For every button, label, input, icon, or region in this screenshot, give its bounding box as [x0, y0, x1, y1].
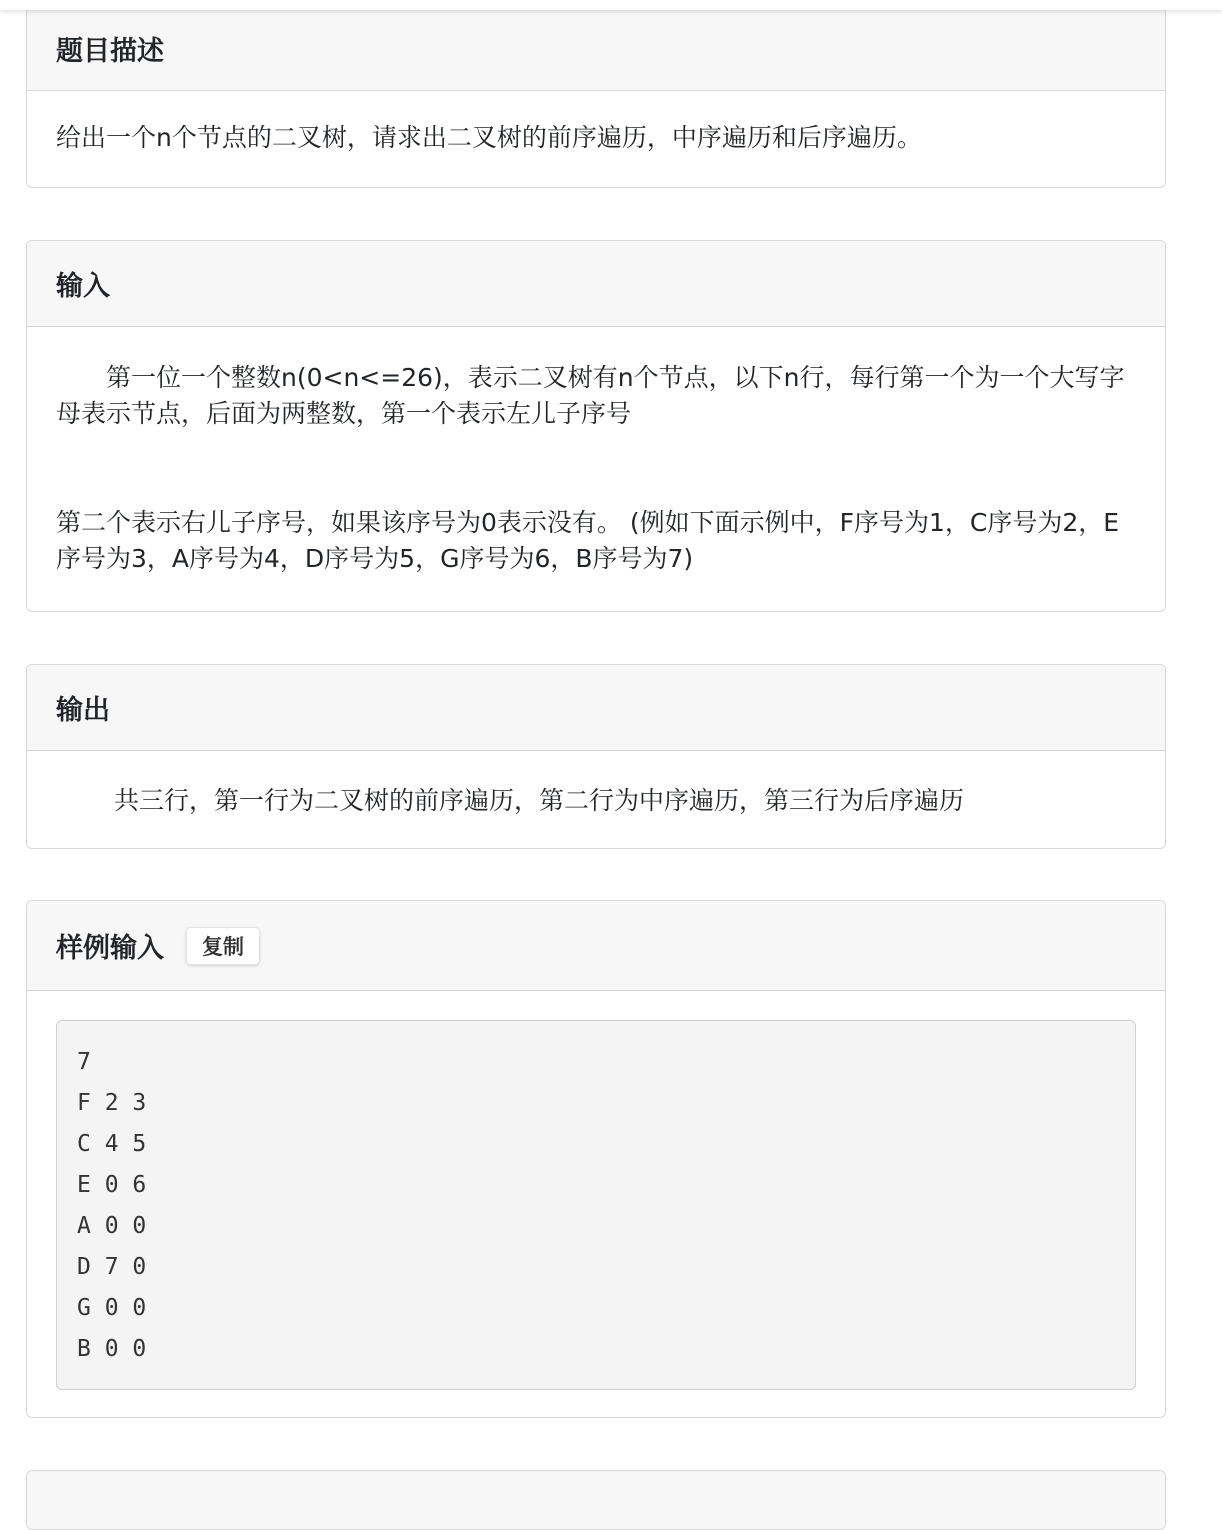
input-card	[26, 240, 1166, 612]
sample-input-code	[56, 1020, 1136, 1390]
code-line: B 0 0	[77, 1336, 147, 1362]
sample-input-card	[26, 900, 1166, 1418]
code-line: A 0 0	[77, 1213, 147, 1239]
code-line: 7	[77, 1049, 91, 1075]
output-card-header	[27, 665, 1165, 751]
description-card	[26, 0, 1166, 188]
description-title: 题目描述	[56, 36, 164, 67]
description-text: 给出一个n个节点的二叉树，请求出二叉树的前序遍历，中序遍历和后序遍历。	[56, 123, 922, 152]
top-bar-shadow	[0, 0, 1222, 10]
input-body	[27, 327, 1165, 577]
next-section-card	[26, 1470, 1166, 1530]
sample-input-card-header	[27, 901, 1165, 991]
next-section-card-header	[27, 1471, 1165, 1530]
output-card	[26, 664, 1166, 849]
input-card-header	[27, 241, 1165, 327]
description-body	[27, 91, 1165, 156]
output-text: 共三行，第一行为二叉树的前序遍历，第二行为中序遍历，第三行为后序遍历	[114, 786, 965, 815]
output-body	[27, 751, 1165, 819]
copy-button[interactable]: 复制	[186, 927, 260, 965]
code-line: F 2 3	[77, 1090, 147, 1116]
output-title: 输出	[56, 695, 110, 726]
code-line: G 0 0	[77, 1295, 147, 1321]
input-title: 输入	[56, 271, 110, 302]
code-line: C 4 5	[77, 1131, 147, 1157]
sample-input-title: 样例输入	[56, 933, 164, 964]
input-paragraph-1: 第一位一个整数n(0<n<=26)，表示二叉树有n个节点，以下n行，每行第一个为一个大写字母表示节点，后面为两整数，第一个表示左儿子序号	[56, 363, 1125, 428]
description-card-header	[27, 0, 1165, 91]
code-line: D 7 0	[77, 1254, 147, 1280]
input-paragraph-2: 第二个表示右儿子序号，如果该序号为0表示没有。 (例如下面示例中，F序号为1，C序号为2，E序号为3，A序号为4，D序号为5，G序号为6，B序号为7)	[56, 508, 1120, 573]
code-line: E 0 6	[77, 1172, 147, 1198]
